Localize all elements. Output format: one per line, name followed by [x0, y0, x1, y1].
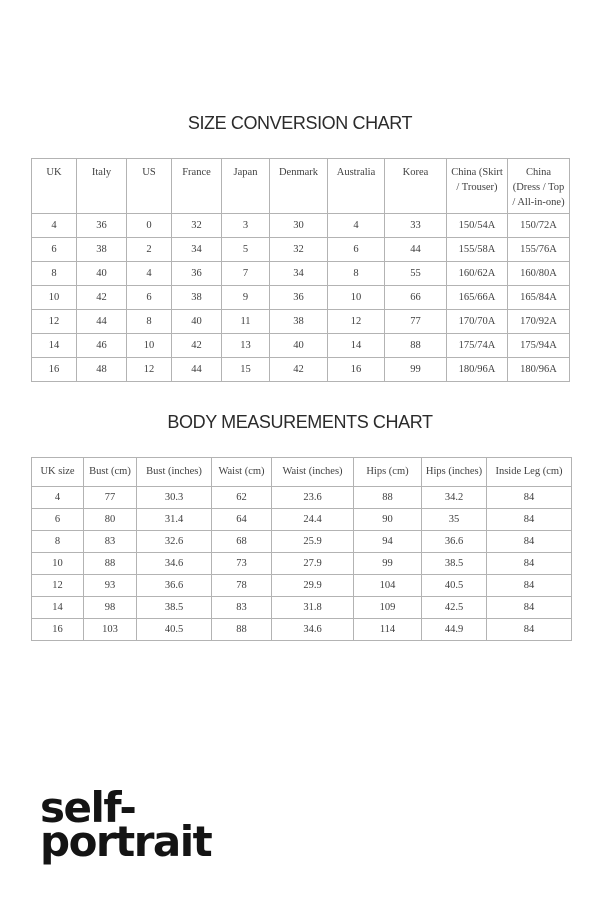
table-cell: 62	[212, 487, 272, 509]
table-cell: 180/96A	[508, 357, 570, 381]
table-cell: 170/92A	[508, 309, 570, 333]
table-row	[32, 333, 570, 357]
table-cell: 25.9	[272, 531, 354, 553]
column-header: Waist (cm)	[212, 458, 272, 487]
table-cell: 66	[385, 285, 447, 309]
column-header: Australia	[328, 159, 385, 214]
table-cell: 16	[32, 357, 77, 381]
column-header: China (Dress / Top / All-in-one)	[508, 159, 570, 214]
table-cell: 34.6	[137, 553, 212, 575]
table-cell: 34	[270, 261, 328, 285]
table-cell: 27.9	[272, 553, 354, 575]
table-cell: 38.5	[137, 597, 212, 619]
column-header: Hips (inches)	[422, 458, 487, 487]
column-header: Italy	[77, 159, 127, 214]
table-row	[32, 531, 572, 553]
table-cell: 38	[270, 309, 328, 333]
table-cell: 77	[84, 487, 137, 509]
table-row	[32, 553, 572, 575]
table-cell: 114	[354, 619, 422, 641]
table-cell: 3	[222, 213, 270, 237]
table-cell: 34.2	[422, 487, 487, 509]
table-cell: 10	[32, 285, 77, 309]
column-header: Waist (inches)	[272, 458, 354, 487]
table-cell: 175/94A	[508, 333, 570, 357]
table-cell: 55	[385, 261, 447, 285]
table-cell: 104	[354, 575, 422, 597]
table-row	[32, 237, 570, 261]
table-cell: 48	[77, 357, 127, 381]
table-cell: 33	[385, 213, 447, 237]
table-cell: 13	[222, 333, 270, 357]
table-cell: 83	[84, 531, 137, 553]
table-cell: 44	[172, 357, 222, 381]
logo-line-2: portrait	[40, 817, 212, 867]
table-cell: 36	[172, 261, 222, 285]
table-cell: 8	[127, 309, 172, 333]
table-cell: 165/66A	[447, 285, 508, 309]
body-measurements-table	[31, 457, 572, 641]
table-cell: 12	[32, 309, 77, 333]
table-cell: 8	[32, 261, 77, 285]
table-cell: 46	[77, 333, 127, 357]
table-cell: 23.6	[272, 487, 354, 509]
table-row	[32, 285, 570, 309]
table-cell: 12	[32, 575, 84, 597]
table-cell: 35	[422, 509, 487, 531]
table-cell: 6	[127, 285, 172, 309]
table-cell: 31.8	[272, 597, 354, 619]
table-cell: 84	[487, 487, 572, 509]
table-cell: 93	[84, 575, 137, 597]
logo-line-1: self-	[40, 783, 136, 832]
table-cell: 180/96A	[447, 357, 508, 381]
table-cell: 40.5	[422, 575, 487, 597]
table-cell: 88	[84, 553, 137, 575]
header-row	[32, 159, 570, 214]
table-cell: 84	[487, 509, 572, 531]
table-cell: 34.6	[272, 619, 354, 641]
table-row	[32, 309, 570, 333]
table-cell: 160/62A	[447, 261, 508, 285]
table-cell: 88	[354, 487, 422, 509]
table-cell: 2	[127, 237, 172, 261]
table-cell: 103	[84, 619, 137, 641]
table-cell: 6	[32, 237, 77, 261]
table-cell: 36.6	[422, 531, 487, 553]
table-row	[32, 357, 570, 381]
table-cell: 8	[328, 261, 385, 285]
table-cell: 36	[77, 213, 127, 237]
table-row	[32, 261, 570, 285]
table-cell: 78	[212, 575, 272, 597]
table-cell: 14	[32, 597, 84, 619]
table-row	[32, 575, 572, 597]
table-row	[32, 509, 572, 531]
table-cell: 40.5	[137, 619, 212, 641]
table-cell: 15	[222, 357, 270, 381]
table-cell: 150/72A	[508, 213, 570, 237]
size-conversion-chart-title: SIZE CONVERSION CHART	[187, 113, 413, 133]
table-cell: 40	[77, 261, 127, 285]
table-cell: 7	[222, 261, 270, 285]
table-cell: 12	[127, 357, 172, 381]
table-cell: 14	[32, 333, 77, 357]
column-header: UK size	[32, 458, 84, 487]
table-cell: 64	[212, 509, 272, 531]
table-cell: 14	[328, 333, 385, 357]
header-row	[32, 458, 572, 487]
table-cell: 90	[354, 509, 422, 531]
table-cell: 175/74A	[447, 333, 508, 357]
body-measurements-chart-title: BODY MEASUREMENTS CHART	[167, 412, 433, 432]
table-cell: 99	[385, 357, 447, 381]
table-cell: 10	[32, 553, 84, 575]
table-cell: 84	[487, 531, 572, 553]
table-cell: 88	[212, 619, 272, 641]
table-cell: 165/84A	[508, 285, 570, 309]
column-header: China (Skirt / Trouser)	[447, 159, 508, 214]
table-cell: 170/70A	[447, 309, 508, 333]
table-cell: 30	[270, 213, 328, 237]
table-cell: 4	[32, 213, 77, 237]
table-cell: 160/80A	[508, 261, 570, 285]
table-cell: 83	[212, 597, 272, 619]
column-header: Korea	[385, 159, 447, 214]
table-cell: 4	[328, 213, 385, 237]
table-cell: 109	[354, 597, 422, 619]
table-cell: 42	[270, 357, 328, 381]
table-cell: 11	[222, 309, 270, 333]
table-cell: 16	[32, 619, 84, 641]
table-cell: 155/76A	[508, 237, 570, 261]
table-cell: 84	[487, 597, 572, 619]
table-cell: 4	[127, 261, 172, 285]
table-cell: 32.6	[137, 531, 212, 553]
table-cell: 6	[328, 237, 385, 261]
table-cell: 84	[487, 619, 572, 641]
table-cell: 36.6	[137, 575, 212, 597]
table-cell: 88	[385, 333, 447, 357]
table-cell: 34	[172, 237, 222, 261]
table-cell: 80	[84, 509, 137, 531]
self-portrait-logo	[40, 783, 212, 867]
table-cell: 30.3	[137, 487, 212, 509]
table-row	[32, 619, 572, 641]
table-cell: 9	[222, 285, 270, 309]
table-cell: 29.9	[272, 575, 354, 597]
table-cell: 16	[328, 357, 385, 381]
table-cell: 12	[328, 309, 385, 333]
table-cell: 24.4	[272, 509, 354, 531]
column-header: Japan	[222, 159, 270, 214]
table-cell: 40	[172, 309, 222, 333]
column-header: Hips (cm)	[354, 458, 422, 487]
column-header: Denmark	[270, 159, 328, 214]
column-header: US	[127, 159, 172, 214]
table-row	[32, 597, 572, 619]
table-cell: 73	[212, 553, 272, 575]
table-cell: 10	[328, 285, 385, 309]
table-cell: 38	[172, 285, 222, 309]
table-cell: 44.9	[422, 619, 487, 641]
table-row	[32, 213, 570, 237]
table-cell: 31.4	[137, 509, 212, 531]
column-header: Inside Leg (cm)	[487, 458, 572, 487]
table-cell: 99	[354, 553, 422, 575]
table-cell: 84	[487, 575, 572, 597]
table-cell: 42.5	[422, 597, 487, 619]
table-cell: 32	[270, 237, 328, 261]
column-header: Bust (cm)	[84, 458, 137, 487]
table-row	[32, 487, 572, 509]
table-cell: 84	[487, 553, 572, 575]
table-cell: 155/58A	[447, 237, 508, 261]
table-cell: 94	[354, 531, 422, 553]
table-cell: 42	[172, 333, 222, 357]
table-cell: 8	[32, 531, 84, 553]
table-cell: 44	[77, 309, 127, 333]
table-cell: 68	[212, 531, 272, 553]
table-cell: 42	[77, 285, 127, 309]
table-cell: 10	[127, 333, 172, 357]
column-header: France	[172, 159, 222, 214]
table-cell: 38	[77, 237, 127, 261]
table-cell: 36	[270, 285, 328, 309]
size-conversion-table	[31, 158, 570, 382]
table-cell: 38.5	[422, 553, 487, 575]
table-cell: 77	[385, 309, 447, 333]
table-cell: 150/54A	[447, 213, 508, 237]
table-cell: 4	[32, 487, 84, 509]
column-header: Bust (inches)	[137, 458, 212, 487]
table-cell: 0	[127, 213, 172, 237]
table-cell: 32	[172, 213, 222, 237]
table-cell: 44	[385, 237, 447, 261]
table-cell: 5	[222, 237, 270, 261]
table-cell: 40	[270, 333, 328, 357]
table-cell: 6	[32, 509, 84, 531]
column-header: UK	[32, 159, 77, 214]
table-cell: 98	[84, 597, 137, 619]
